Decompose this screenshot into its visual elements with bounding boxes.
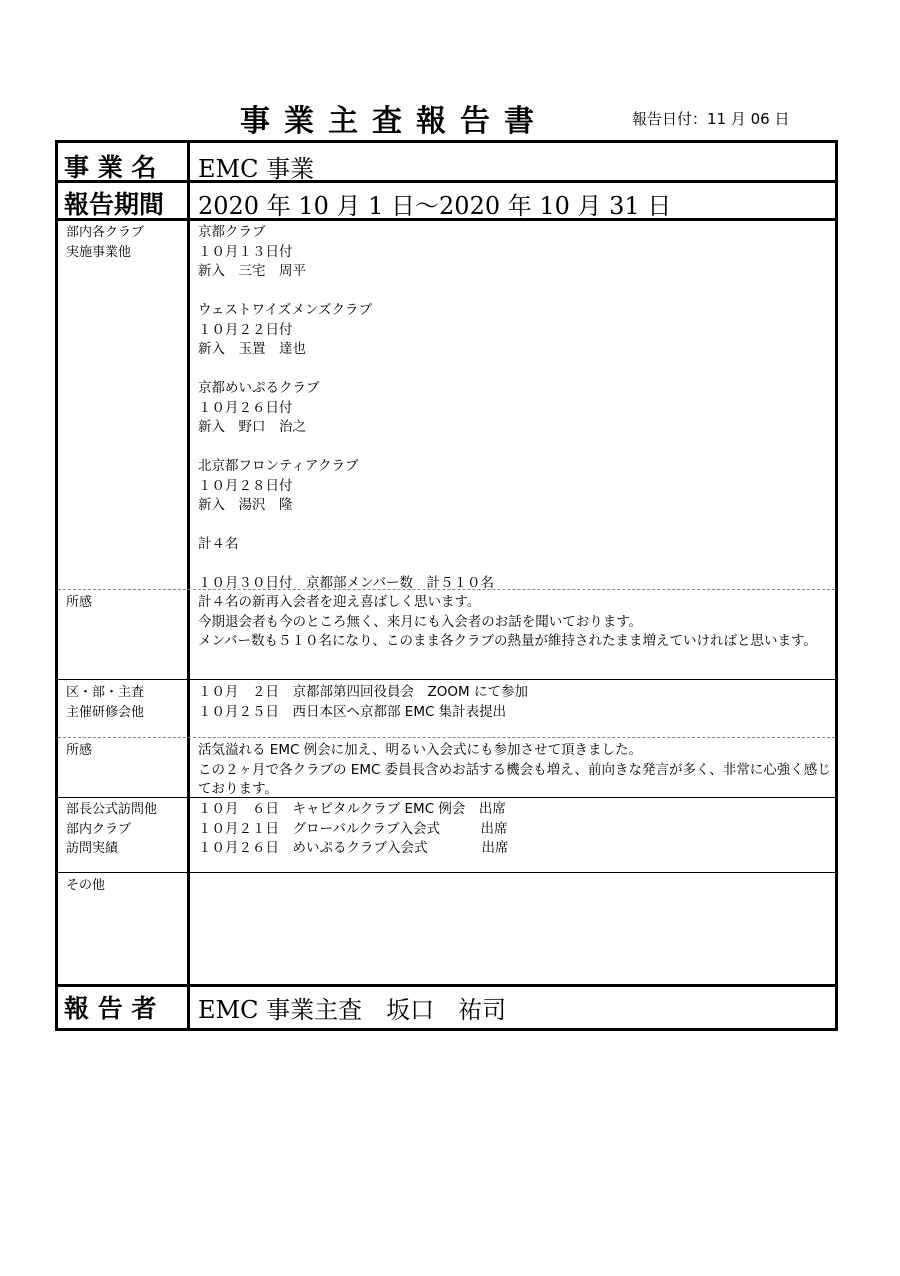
row-divider <box>58 180 835 183</box>
list-item: 新入 湯沢 隆 <box>198 497 293 513</box>
list-item: 新入 野口 治之 <box>198 419 306 435</box>
business-name-label: 事 業 名 <box>64 153 157 182</box>
list-item <box>198 360 833 380</box>
section-label-impressions-2: 所感 <box>66 743 93 758</box>
list-item: １０月２６日付 <box>198 399 293 416</box>
report-form <box>55 140 838 1031</box>
list-item: 北京都フロンティアクラブ <box>198 458 359 474</box>
report-date: 報告日付：11 月 06 日 <box>632 110 790 128</box>
list-item: １０月２６日 めいぷるクラブ入会式 出席 <box>198 840 509 856</box>
list-item <box>198 516 833 536</box>
section-body-visits <box>198 800 833 859</box>
section-body-training <box>198 683 833 722</box>
section-label-other: その他 <box>66 878 106 893</box>
list-item: １０月 ２日 京都部第四回役員会 ZOOM にて参加 <box>198 684 528 700</box>
list-item: １０月２１日 グローバルクラブ入会式 出席 <box>198 820 508 837</box>
section-divider <box>58 797 835 798</box>
section-body-club-events <box>198 223 833 594</box>
section-body-impressions-2: 活気溢れる EMC 例会に加え、明るい入会式にも参加させて頂きました。 この２ヶ月で各クラブの EMC 委員長含めお話する機会も増え、前向きな発言が多く、非常に心強く感じております。 <box>198 742 831 797</box>
list-item: １０月２８日付 <box>198 477 293 494</box>
list-item <box>198 438 833 458</box>
reporter-value: EMC 事業主査 坂口 祐司 <box>198 996 507 1024</box>
list-item: 計４名 <box>198 536 239 552</box>
page-title: 事業主査報告書 <box>240 104 548 139</box>
list-item <box>198 282 833 302</box>
section-body-impressions: 計４名の新再入会者を迎え喜ばしく思います。 今期退会者も今のところ無く、来月にも入会者のお話を聞いております。 メンバー数も５１０名になり、このまま各クラブの熱量が維持されたまま増えていければと思います。 <box>198 594 817 649</box>
list-item: １０月１３日付 <box>198 243 293 260</box>
list-item: １０月３０日付 京都部メンバー数 計５１０名 <box>198 575 495 591</box>
row-divider <box>58 218 835 221</box>
section-label-impressions: 所感 <box>66 595 93 610</box>
list-item: １０月２２日付 <box>198 321 293 338</box>
list-item: 新入 三宅 周平 <box>198 263 306 279</box>
section-label-visits: 部長公式訪問他 部内クラブ 訪問実績 <box>66 802 158 856</box>
section-divider <box>58 589 835 590</box>
section-divider <box>58 737 835 738</box>
reporter-label: 報 告 者 <box>64 994 157 1023</box>
section-label-club-events: 部内各クラブ 実施事業他 <box>66 225 145 260</box>
list-item: 新入 玉置 達也 <box>198 341 306 357</box>
report-period-label: 報告期間 <box>64 190 165 219</box>
row-divider <box>58 984 835 987</box>
column-divider <box>187 143 190 1028</box>
section-label-training: 区・部・主査 主催研修会他 <box>66 685 145 720</box>
list-item: 京都クラブ <box>198 224 266 240</box>
business-name-value: EMC 事業 <box>198 155 315 183</box>
section-divider <box>58 679 835 680</box>
list-item: 京都めいぷるクラブ <box>198 380 320 396</box>
list-item: １０月 ６日 キャピタルクラブ EMC 例会 出席 <box>198 801 506 817</box>
list-item: ウェストワイズメンズクラブ <box>198 302 373 318</box>
report-period-value: 2020 年 10 月 1 日～2020 年 10 月 31 日 <box>198 192 672 220</box>
list-item <box>198 555 833 575</box>
section-divider <box>58 872 835 873</box>
list-item: １０月２５日 西日本区へ京都部 EMC 集計表提出 <box>198 703 507 720</box>
